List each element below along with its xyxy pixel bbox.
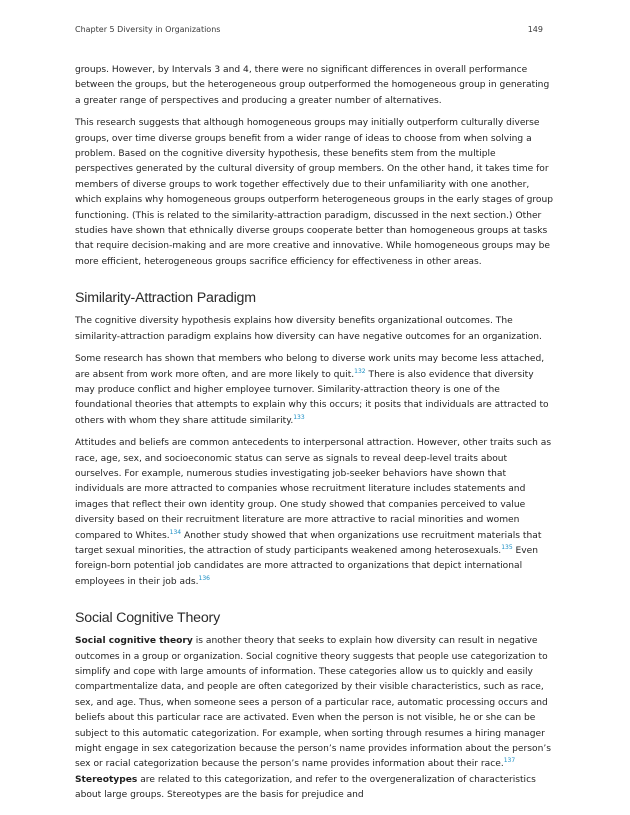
- paragraph-similarity-intro: The cognitive diversity hypothesis explains how diversity benefits organizational outcomes. The similarity-attraction paradigm explains how diversity can have negative outcomes for an organization.: [75, 316, 542, 342]
- paragraph-research-summary: This research suggests that although homogeneous groups may initially outperform culturally diverse groups, over time diverse groups benefit from a wider range of ideas to choose from when solving a problem. Based on the cognitive diversity hypothesis, these benefits stem from the multiple perspectives generated by the cultural diversity of group members. On the other hand, it takes time for members of diverse groups to work together effectively due to their unfamiliarity with one another, which explains why homogeneous groups outperform heterogeneous groups in the early stages of group functioning. (This is related to the similarity-attraction paradigm, discussed in the next section.) Other studies have shown that ethnically diverse groups cooperate better than homogeneous groups at tasks that require decision-making and are more creative and innovative. While homogeneous groups may be more efficient, heterogeneous groups sacrifice efficiency for effectiveness in other areas.: [75, 118, 554, 267]
- footnote-ref-135[interactable]: 135: [501, 543, 513, 551]
- body-content: [75, 63, 555, 811]
- running-header: [75, 25, 543, 39]
- text-run: is another theory that seeks to explain how diversity can result in negative outcomes in a group or organization. Social cognitive theory suggests that people use categorization to simplify and cope with large amounts of information. These categories allow us to quickly and easily compartmentalize data, and people are often categorized by their visible characteristics, such as race, sex, and age. Thus, when someone sees a person of a particular race, automatic processing occurs and beliefs about this particular race are activated. Even when the person is not visible, he or she can be subject to this automatic categorization. For example, when sorting through resumes a hiring manager might engage in sex categorization because the person’s name provides information about the person’s sex or racial categorization because the person’s name provides information about their race.: [75, 636, 551, 770]
- text-run: are related to this categorization, and refer to the overgeneralization of characteristics about large groups. Stereotypes are the basis for prejudice and: [75, 774, 536, 801]
- text-run: Another study showed that when organizations use recruitment materials that target sexual minorities, the attraction of study participants weakened among heterosexuals.: [75, 530, 542, 556]
- footnote-ref-136[interactable]: 136: [198, 574, 210, 582]
- text-run: There is also evidence that diversity may produce conflict and higher employee turnover. Similarity-attraction theory is one of the foundational theories that attempts to explain why this occurs; it posits that individuals are attracted to others with whom they share attitude similarity.: [75, 369, 549, 426]
- paragraph-continued: groups. However, by Intervals 3 and 4, there were no significant differences in overall performance between the groups, but the heterogeneous group outperformed the homogeneous group in generating a greater range of perspectives and producing a greater number of alternatives.: [75, 65, 550, 106]
- text-run: Attitudes and beliefs are common antecedents to interpersonal attraction. However, other traits such as race, age, sex, and socioeconomic status can serve as signals to reveal deep-level traits about ourselves. For example, numerous studies investigating job-seeker behaviors have shown that individuals are more attracted to companies whose recruitment literature includes statements and images that reflect their own identity group. One study showed that companies perceived to value diversity based on their recruitment literature are more attractive to racial minorities and women compared to Whites.: [75, 438, 552, 541]
- paragraph-similarity-research: [75, 352, 555, 429]
- footnote-ref-132[interactable]: 132: [354, 367, 366, 375]
- chapter-title: Chapter 5 Diversity in Organizations: [75, 25, 221, 34]
- section-heading-social-cognitive: Social Cognitive Theory: [75, 610, 220, 627]
- text-run: Some research has shown that members who belong to diverse work units may become less attached, are absent from work more often, and are more likely to quit.: [75, 354, 545, 380]
- page-number: 149: [527, 25, 543, 34]
- footnote-ref-134[interactable]: 134: [169, 528, 182, 536]
- section-heading-similarity-attraction: Similarity-Attraction Paradigm: [75, 290, 256, 307]
- footnote-ref-133[interactable]: 133: [293, 413, 305, 421]
- footnote-ref-137[interactable]: 137: [503, 757, 516, 765]
- paragraph-attitudes-beliefs: [75, 436, 555, 590]
- text-run: Even foreign-born potential job candidates are more attracted to organizations that depict international employees in their job ads.: [75, 545, 539, 587]
- paragraph-social-cognitive: [75, 634, 555, 803]
- bold-term-stereotypes: Stereotypes: [75, 774, 138, 785]
- bold-term-social-cognitive-theory: Social cognitive theory: [75, 636, 193, 647]
